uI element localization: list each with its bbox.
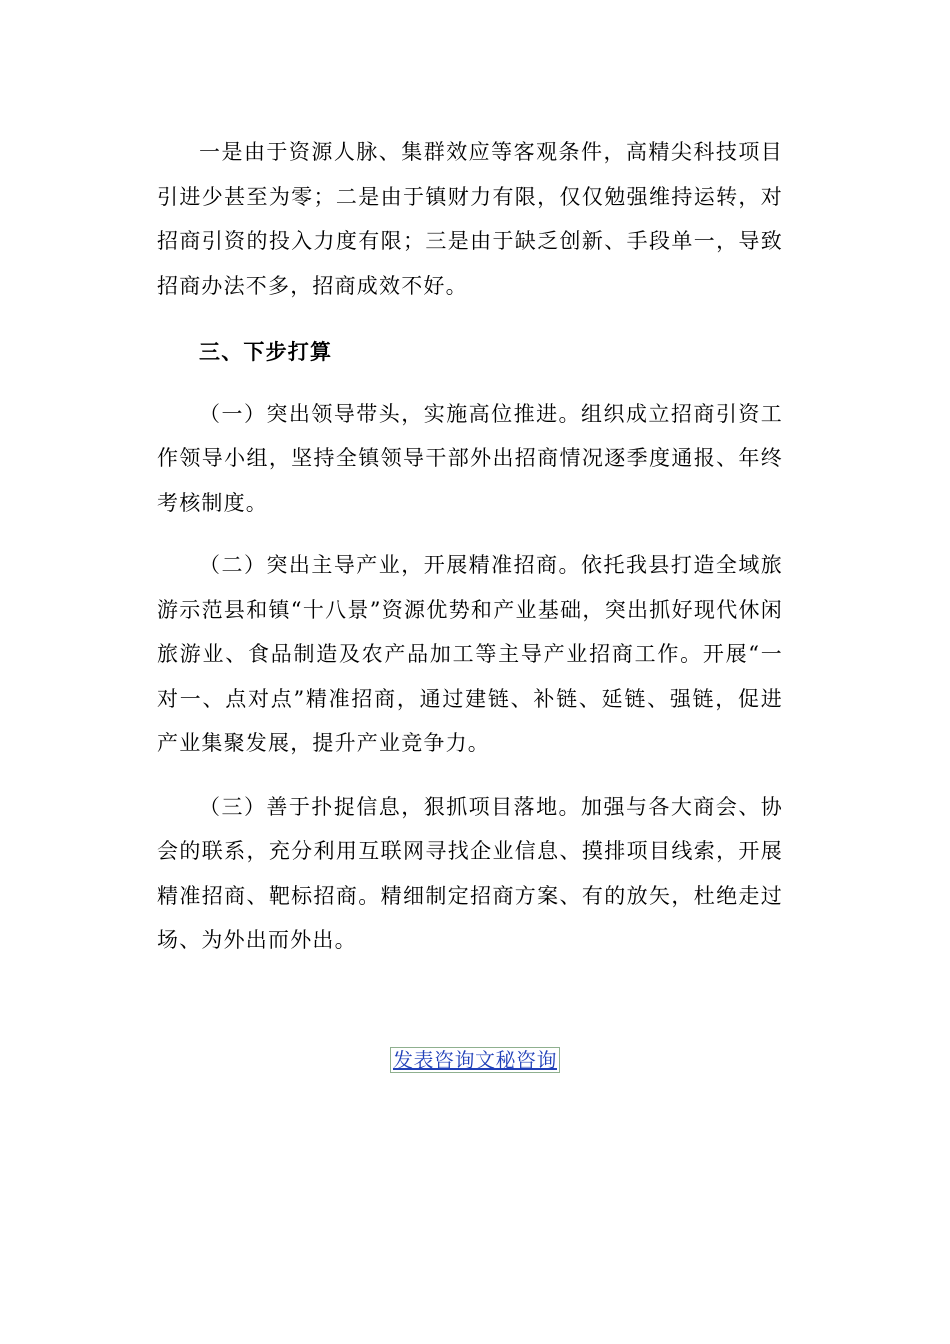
- document-body: [157, 130, 783, 963]
- section-heading-next-steps: 三、下步打算: [199, 339, 333, 364]
- paragraph-problems: 一是由于资源人脉、集群效应等客观条件，高精尖科技项目引进少甚至为零；二是由于镇财力有限，仅仅勉强维持运转，对招商引资的投入力度有限；三是由于缺乏创新、手段单一，导致招商办法不多，招商成效不好。: [157, 140, 783, 298]
- footer-link-container: [0, 1047, 950, 1073]
- consult-link[interactable]: 发表咨询文秘咨询: [390, 1047, 560, 1073]
- paragraph-information: （三）善于扑捉信息，狠抓项目落地。加强与各大商会、协会的联系，充分利用互联网寻找企业信息、摸排项目线索，开展精准招商、靶标招商。精细制定招商方案、有的放矢，杜绝走过场、为外出而外出。: [157, 794, 783, 952]
- paragraph-industry: （二）突出主导产业，开展精准招商。依托我县打造全域旅游示范县和镇“十八景”资源优势和产业基础，突出抓好现代休闲旅游业、食品制造及农产品加工等主导产业招商工作。开展“一对一、点对点”精准招商，通过建链、补链、延链、强链，促进产业集聚发展，提升产业竞争力。: [157, 553, 783, 755]
- paragraph-leadership: （一）突出领导带头，实施高位推进。组织成立招商引资工作领导小组，坚持全镇领导干部外出招商情况逐季度通报、年终考核制度。: [157, 401, 783, 515]
